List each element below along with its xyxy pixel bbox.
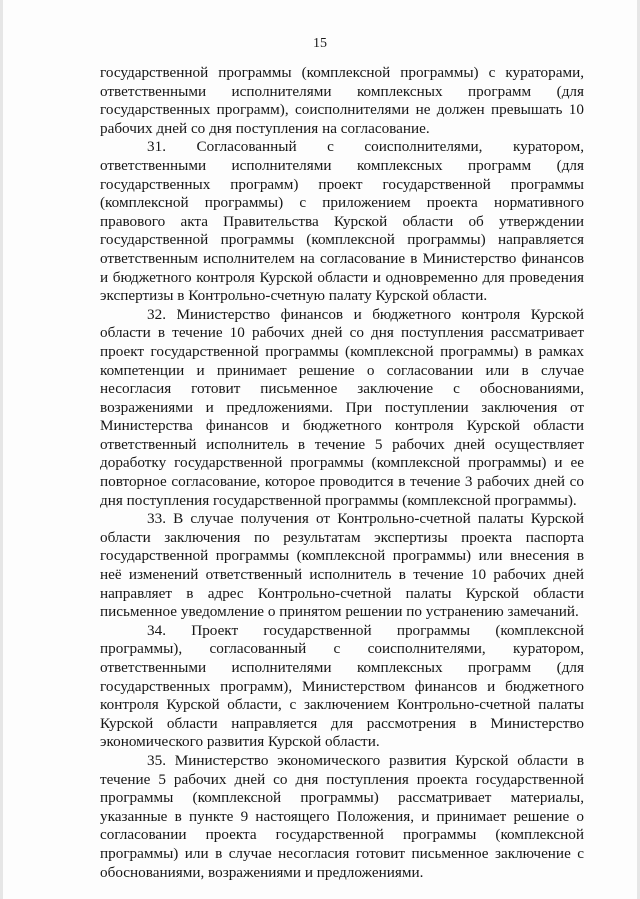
paragraph-35: 35. Министерство экономического развития Курской области в течение 5 рабочих дней со дня поступления проекта государственной программы (комплексной программы) рассматривает материалы, указанные в пункте 9 настоящего Положения, и принимает решение о согласовании проекта государственной программы (комплексной программы) или в случае несогласия готовит письменное заключение с обоснованиями, возражениями и предложениями.	[100, 751, 584, 881]
paragraph-31: 31. Согласованный с соисполнителями, куратором, ответственными исполнителями комплексных программ (для государственных программ) проект государственной программы (комплексной программы) с приложением проекта нормативного правового акта Правительства Курской области об утверждении государственной программы (комплексной программы) направляется ответственным исполнителем на согласование в Министерство финансов и бюджетного контроля Курской области и одновременно для проведения экспертизы в Контрольно-счетную палату Курской области.	[100, 138, 584, 305]
paragraph-33: 33. В случае получения от Контрольно-счетной палаты Курской области заключения по результатам экспертизы проекта паспорта государственной программы (комплексной программы) или внесения в неё изменений ответственный исполнитель в течение 10 рабочих дней направляет в адрес Контрольно-счетной палаты Курской области письменное уведомление о принятом решении по устранению замечаний.	[100, 510, 584, 621]
paragraph-continuation: государственной программы (комплексной программы) с кураторами, ответственными исполнителями комплексных программ (для государственных программ), соисполнителями не должен превышать 10 рабочих дней со дня поступления на согласование.	[100, 64, 584, 137]
document-body	[100, 64, 584, 882]
paragraph-34: 34. Проект государственной программы (комплексной программы), согласованный с соисполнителями, куратором, ответственными исполнителями комплексных программ (для государственных программ), Министерством финансов и бюджетного контроля Курской области, с заключением Контрольно-счетной палаты Курской области направляется для рассмотрения в Министерство экономического развития Курской области.	[100, 621, 584, 751]
paragraph-32: 32. Министерство финансов и бюджетного контроля Курской области в течение 10 рабочих дней со дня поступления рассматривает проект государственной программы (комплексной программы) в рамках компетенции и принимает решение о согласовании или в случае несогласия готовит письменное заключение с обоснованиями, возражениями и предложениями. При поступлении заключения от Министерства финансов и бюджетного контроля Курской области ответственный исполнитель в течение 5 рабочих дней осуществляет доработку государственной программы (комплексной программы) и ее повторное согласование, которое проводится в течение 3 рабочих дней со дня поступления государственной программы (комплексной программы).	[100, 305, 584, 509]
page-number: 15	[313, 36, 327, 51]
scan-edge-left	[0, 0, 3, 899]
